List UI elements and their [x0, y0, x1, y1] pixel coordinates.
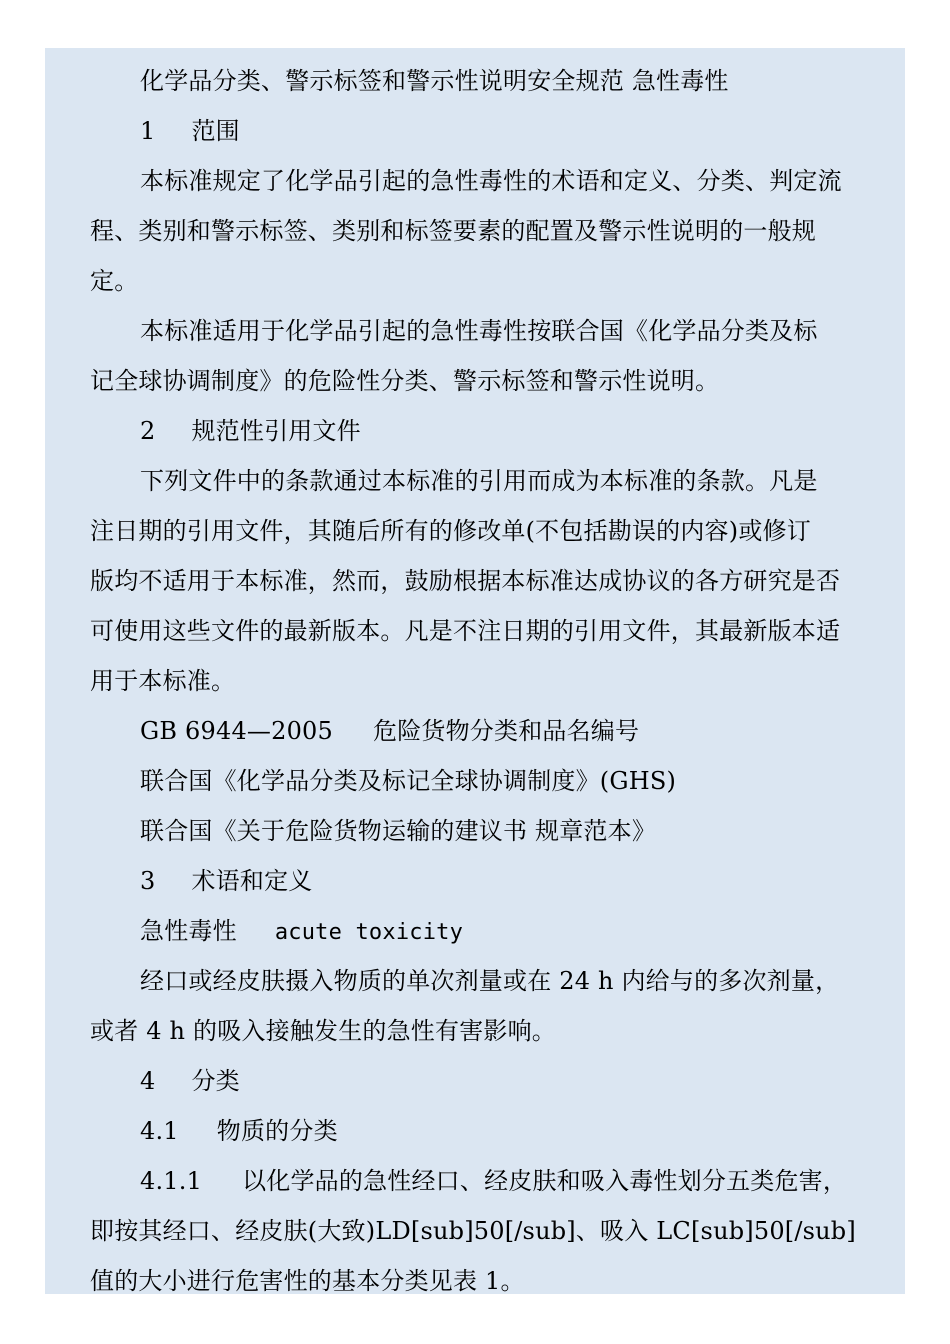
paragraph-line: 本标准适用于化学品引起的急性毒性按联合国《化学品分类及标	[140, 317, 818, 345]
section-2-heading	[90, 406, 870, 456]
section-title: 范围	[191, 117, 240, 145]
paragraph-line: 程、类别和警示标签、类别和标签要素的配置及警示性说明的一般规	[90, 217, 816, 245]
paragraph-line: 或者 4 h 的吸入接触发生的急性有害影响。	[90, 1017, 557, 1045]
paragraph-line: 版均不适用于本标准，然而，鼓励根据本标准达成协议的各方研究是否	[90, 567, 841, 595]
paragraph-line: 下列文件中的条款通过本标准的引用而成为本标准的条款。凡是	[140, 467, 818, 495]
section-number: 4.1	[140, 1117, 179, 1145]
section-3-heading	[90, 856, 870, 906]
term-zh: 急性毒性	[140, 917, 237, 945]
reference-ghs: 联合国《化学品分类及标记全球协调制度》(GHS)	[140, 767, 677, 795]
section-4-1-1-line	[90, 1156, 870, 1206]
paragraph-line: 定。	[90, 267, 139, 295]
section-number: 3	[140, 867, 156, 895]
section-1-heading	[90, 106, 870, 156]
section-number: 4	[140, 1067, 156, 1095]
reference-title: 危险货物分类和品名编号	[373, 717, 640, 745]
paragraph-line: 记全球协调制度》的危险性分类、警示标签和警示性说明。	[90, 367, 720, 395]
document-body	[90, 56, 870, 1306]
section-title: 术语和定义	[191, 867, 313, 895]
section-number: 4.1.1	[140, 1167, 203, 1195]
term-entry	[90, 906, 870, 956]
paragraph-line: 经口或经皮肤摄入物质的单次剂量或在 24 h 内给与的多次剂量，	[140, 967, 840, 995]
reference-code: GB 6944—2005	[140, 717, 333, 745]
paragraph-line: 值的大小进行危害性的基本分类见表 1。	[90, 1267, 525, 1295]
section-title: 分类	[191, 1067, 240, 1095]
paragraph-text: 以化学品的急性经口、经皮肤和吸入毒性划分五类危害，	[242, 1167, 848, 1195]
paragraph-line: 可使用这些文件的最新版本。凡是不注日期的引用文件，其最新版本适	[90, 617, 841, 645]
section-title: 规范性引用文件	[191, 417, 361, 445]
section-number: 2	[140, 417, 156, 445]
section-4-heading	[90, 1056, 870, 1106]
document-title: 化学品分类、警示标签和警示性说明安全规范 急性毒性	[140, 67, 729, 95]
paragraph-line: 即按其经口、经皮肤(大致)LD[sub]50[/sub]、吸入 LC[sub]50[/sub]	[90, 1217, 856, 1245]
paragraph-line: 用于本标准。	[90, 667, 236, 695]
reference-gb6944	[90, 706, 870, 756]
section-4-1-heading	[90, 1106, 870, 1156]
document-page	[45, 48, 905, 1294]
paragraph-line: 本标准规定了化学品引起的急性毒性的术语和定义、分类、判定流	[140, 167, 842, 195]
term-en: acute toxicity	[274, 920, 464, 945]
section-title: 物质的分类	[216, 1117, 338, 1145]
section-number: 1	[140, 117, 156, 145]
paragraph-line: 注日期的引用文件，其随后所有的修改单(不包括勘误的内容)或修订	[90, 517, 811, 545]
reference-transport: 联合国《关于危险货物运输的建议书 规章范本》	[140, 817, 657, 845]
